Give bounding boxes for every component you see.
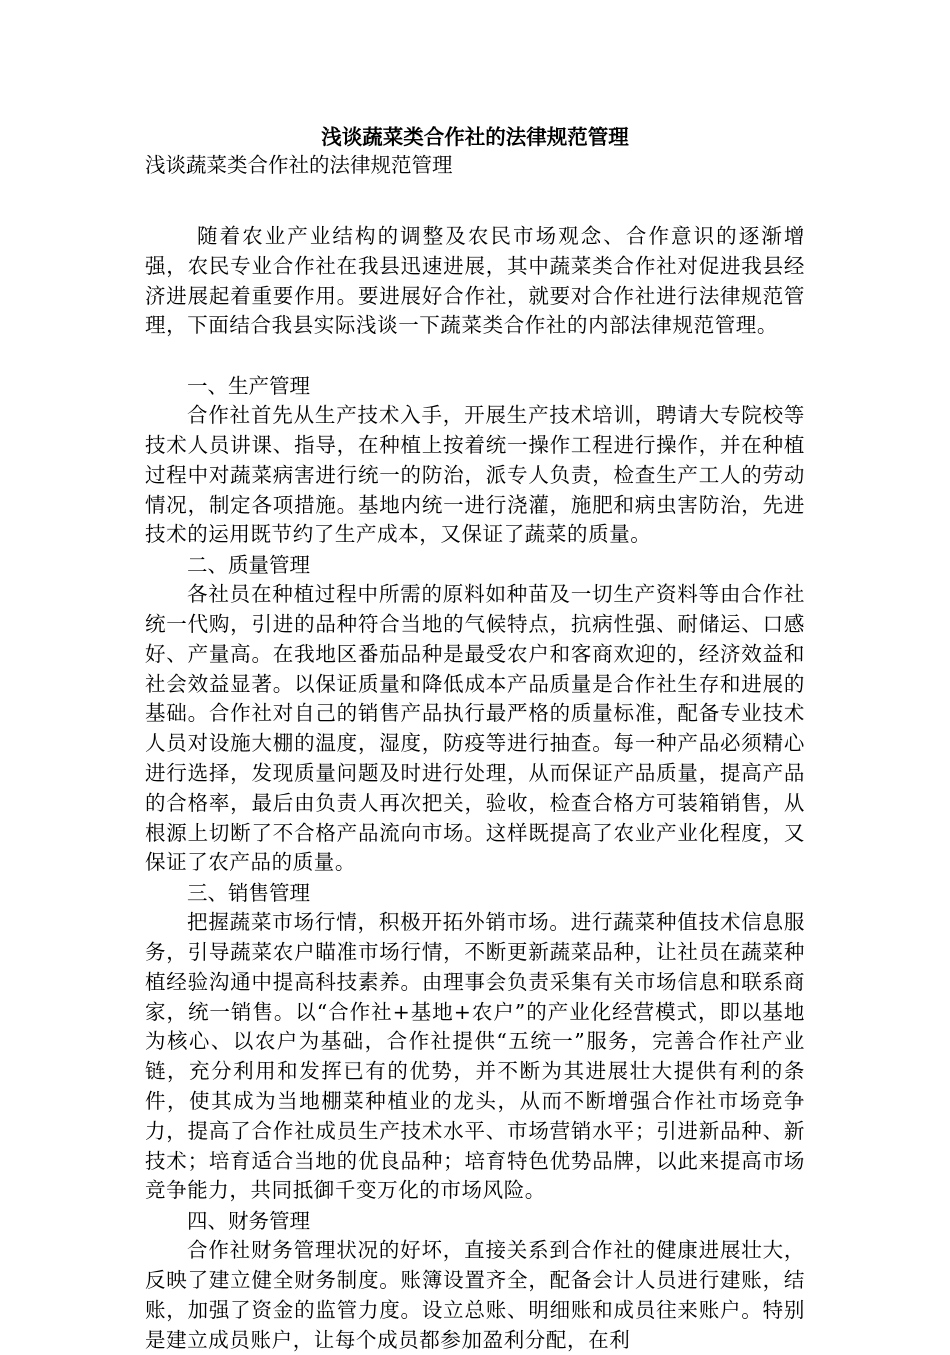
section-text-sales: 把握蔬菜市场行情，积极开拓外销市场。进行蔬菜种值技术信息服务，引导蔬菜农户瞄准市场行情，不断更新蔬菜品种，让社员在蔬菜种植经验沟通中提高科技素养。由理事会负责采集有关市场信息和联系商家，统一销售。以“合作社+基地+农户”的产业化经营模式，即以基地为核心、以农户为基础，合作社提供“五统一”服务，完善合作社产业链，充分利用和发挥已有的优势，并不断为其进展壮大提供有利的条件，使其成为当地棚菜种植业的龙头，从而不断增强合作社市场竞争力，提高了合作社成员生产技术水平、市场营销水平；引进新品种、新技术；培育适合当地的优良品种；培育特色优势品牌，以此来提高市场竞争能力，共同抵御千变万化的市场风险。 — [145, 910, 805, 1203]
section-heading-production: 一、生产管理 — [187, 374, 310, 399]
document-body — [145, 123, 805, 1355]
spacer — [145, 179, 805, 222]
section-heading-quality: 二、质量管理 — [187, 553, 310, 578]
section-text-quality: 各社员在种植过程中所需的原料如种苗及一切生产资料等由合作社统一代购，引进的品种符合当地的气候特点，抗病性强、耐储运、口感好、产量高。在我地区番茄品种是最受农户和客商欢迎的，经济效益和社会效益显著。以保证质量和降低成本产品质量是合作社生存和进展的基础。合作社对自己的销售产品执行最严格的质量标准，配备专业技术人员对设施大棚的温度，湿度，防疫等进行抽查。每一种产品必须精心进行选择，发现质量问题及时进行处理，从而保证产品质量，提高产品的合格率，最后由负责人再次把关，验收，检查合格方可装箱销售，从根源上切断了不合格产品流向市场。这样既提高了农业产业化程度，又保证了农产品的质量。 — [145, 582, 805, 875]
document-subtitle: 浅谈蔬菜类合作社的法律规范管理 — [145, 153, 453, 177]
document-title: 浅谈蔬菜类合作社的法律规范管理 — [321, 125, 629, 149]
section-heading-finance: 四、财务管理 — [187, 1209, 310, 1234]
intro-paragraph: 随着农业产业结构的调整及农民市场观念、合作意识的逐渐增强，农民专业合作社在我县迅速进展，其中蔬菜类合作社对促进我县经济进展起着重要作用。要进展好合作社，就要对合作社进行法律规范管理，下面结合我县实际浅谈一下蔬菜类合作社的内部法律规范管理。 — [145, 224, 805, 338]
section-heading-sales: 三、销售管理 — [187, 881, 310, 906]
spacer — [145, 341, 805, 371]
section-text-production: 合作社首先从生产技术入手，开展生产技术培训，聘请大专院校等技术人员讲课、指导，在种植上按着统一操作工程进行操作，并在种植过程中对蔬菜病害进行统一的防治，派专人负责，检查生产工人的劳动情况，制定各项措施。基地内统一进行浇灌，施肥和病虫害防治，先进技术的运用既节约了生产成本，又保证了蔬菜的质量。 — [145, 403, 805, 547]
section-text-finance: 合作社财务管理状况的好坏，直接关系到合作社的健康进展壮大，反映了建立健全财务制度。账簿设置齐全，配备会计人员进行建账，结账，加强了资金的监管力度。设立总账、明细账和成员往来账户。特别是建立成员账户，让每个成员都参加盈利分配，在利 — [145, 1238, 805, 1352]
